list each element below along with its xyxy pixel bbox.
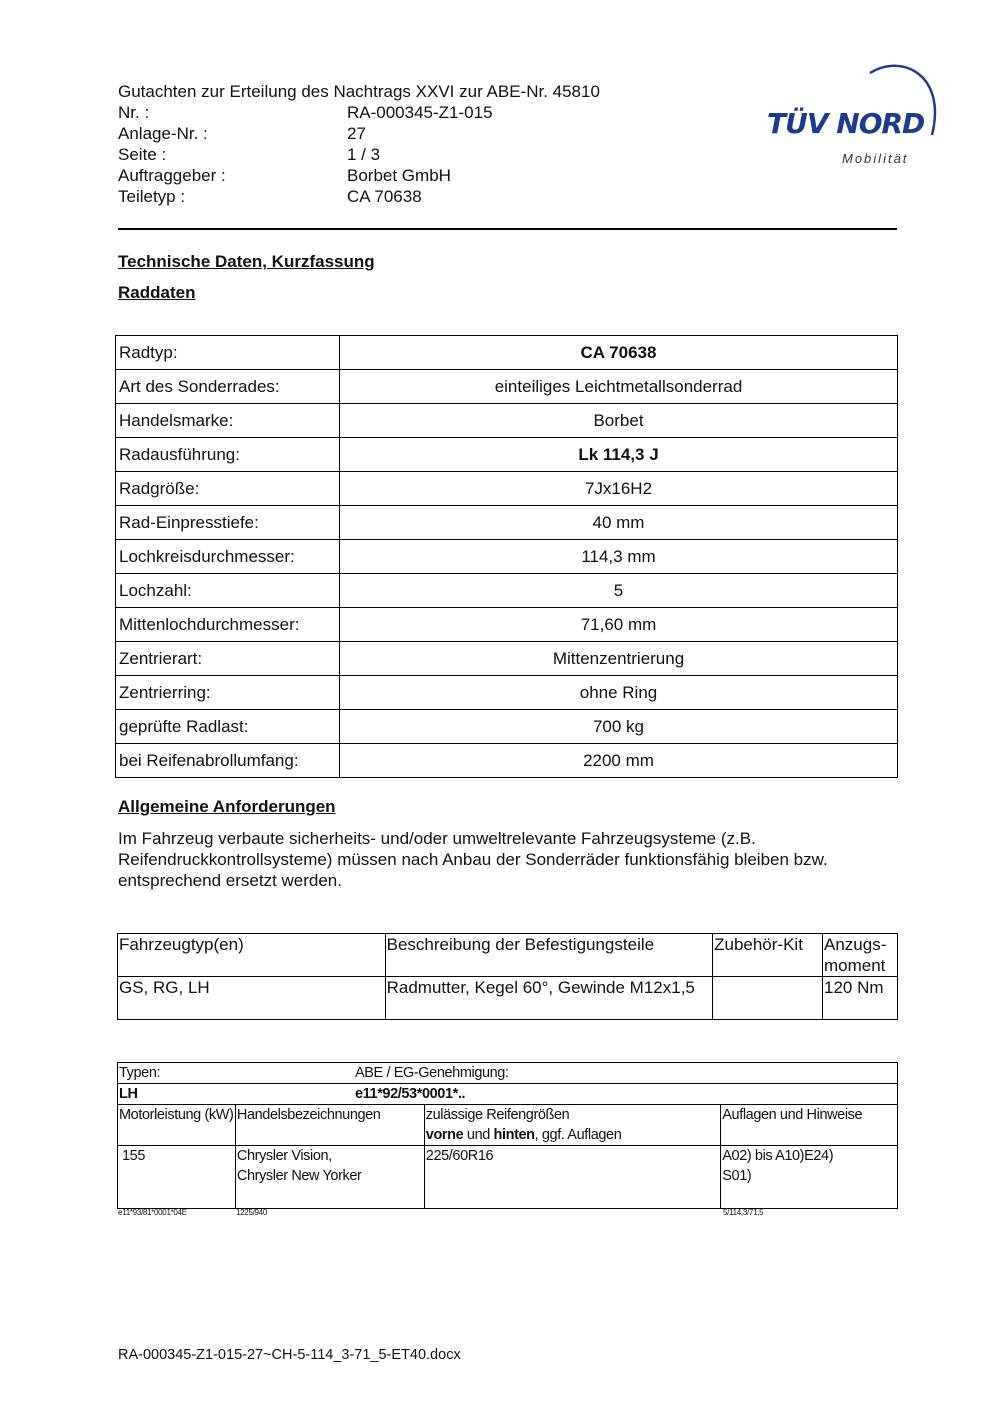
type-row bbox=[118, 1084, 898, 1105]
tyres-header-suffix: , ggf. Auflagen bbox=[534, 1127, 622, 1143]
row-value: Borbet bbox=[340, 404, 898, 438]
row-value: 40 mm bbox=[340, 506, 898, 540]
meta-value: CA 70638 bbox=[347, 187, 422, 206]
meta-row-nr bbox=[118, 102, 600, 123]
meta-value: RA-000345-Z1-015 bbox=[347, 103, 493, 122]
table-row bbox=[118, 1146, 898, 1209]
row-value: CA 70638 bbox=[340, 336, 898, 370]
row-label: Zentrierart: bbox=[116, 642, 340, 676]
table-row bbox=[116, 642, 898, 676]
col-header-kit: Zubehör-Kit bbox=[713, 934, 823, 977]
typen-label: Typen: bbox=[119, 1065, 161, 1081]
row-value: Mittenzentrierung bbox=[340, 642, 898, 676]
row-value: 71,60 mm bbox=[340, 608, 898, 642]
cell-fastening: Radmutter, Kegel 60°, Gewinde M12x1,5 bbox=[385, 977, 712, 1020]
type-cell bbox=[118, 1084, 898, 1105]
table-row bbox=[116, 744, 898, 778]
type-code: LH bbox=[119, 1086, 138, 1102]
meta-label: Teiletyp : bbox=[118, 187, 186, 206]
meta-row-anlage bbox=[118, 123, 600, 144]
note-line: S01) bbox=[722, 1168, 752, 1184]
col-header-power: Motorleistung (kW) bbox=[118, 1105, 236, 1146]
wheel-data-table bbox=[115, 335, 898, 778]
types-header-row bbox=[118, 1063, 898, 1084]
approval-number: e11*92/53*0001*.. bbox=[355, 1086, 466, 1102]
trade-name: Chrysler New Yorker bbox=[236, 1168, 362, 1184]
cell-trade-names bbox=[235, 1146, 424, 1209]
report-title: Gutachten zur Erteilung des Nachtrags XXVI zur ABE-Nr. 45810 bbox=[118, 82, 600, 101]
table-row bbox=[116, 710, 898, 744]
section-heading-raddaten: Raddaten bbox=[118, 283, 196, 302]
table-row bbox=[116, 438, 898, 472]
col-header-torque: Anzugs-moment bbox=[823, 934, 898, 977]
section-heading-allgemein: Allgemeine Anforderungen bbox=[118, 797, 336, 816]
row-value: einteiliges Leichtmetallsonderrad bbox=[340, 370, 898, 404]
types-header-cell bbox=[118, 1063, 898, 1084]
header-divider bbox=[118, 228, 897, 230]
note-line: A02) bis A10)E24) bbox=[722, 1148, 834, 1164]
row-label: Radgröße: bbox=[116, 472, 340, 506]
footer-filename: RA-000345-Z1-015-27~CH-5-114_3-71_5-ET40.docx bbox=[118, 1347, 461, 1363]
row-label: Mittenlochdurchmesser: bbox=[116, 608, 340, 642]
row-value: 5 bbox=[340, 574, 898, 608]
meta-value: 27 bbox=[347, 124, 366, 143]
abe-label: ABE / EG-Genehmigung: bbox=[355, 1065, 509, 1081]
meta-row-auftraggeber bbox=[118, 165, 600, 186]
table-header-row bbox=[118, 934, 898, 977]
table-row bbox=[116, 336, 898, 370]
logo-wordmark: TÜV NORD bbox=[767, 107, 925, 140]
mounting-table bbox=[117, 933, 898, 1020]
row-value: 7Jx16H2 bbox=[340, 472, 898, 506]
tyres-header-und: und bbox=[463, 1127, 494, 1143]
row-value: 700 kg bbox=[340, 710, 898, 744]
types-approval-table bbox=[117, 1062, 898, 1209]
section-heading-tech: Technische Daten, Kurzfassung bbox=[118, 252, 375, 271]
col-header-vehicle-type: Fahrzeugtyp(en) bbox=[118, 934, 386, 977]
row-label: Lochzahl: bbox=[116, 574, 340, 608]
tyres-header-rear: hinten bbox=[493, 1127, 535, 1143]
table-row bbox=[118, 977, 898, 1020]
row-value: 2200 mm bbox=[340, 744, 898, 778]
table-row bbox=[116, 608, 898, 642]
logo-subtitle: Mobilität bbox=[842, 151, 909, 166]
cell-kit bbox=[713, 977, 823, 1020]
row-label: Art des Sonderrades: bbox=[116, 370, 340, 404]
ref-number: 1225/940 bbox=[236, 1208, 267, 1217]
row-label: Radausführung: bbox=[116, 438, 340, 472]
row-label: bei Reifenabrollumfang: bbox=[116, 744, 340, 778]
tuv-nord-logo bbox=[762, 55, 942, 175]
row-value: 114,3 mm bbox=[340, 540, 898, 574]
meta-label: Nr. : bbox=[118, 103, 150, 122]
meta-row-teiletyp bbox=[118, 186, 600, 207]
row-label: geprüfte Radlast: bbox=[116, 710, 340, 744]
col-header-tyres bbox=[424, 1105, 720, 1146]
requirements-paragraph: Im Fahrzeug verbaute sicherheits- und/oder umweltrelevante Fahrzeugsysteme (z.B. Reifendruckkontrollsysteme) müssen nach Anbau der Sonderräder funktionsfähig bleiben bzw. entsprechend ersetzt werden. bbox=[118, 829, 828, 890]
table-row bbox=[116, 506, 898, 540]
ref-bolt-pattern: 5/114,3/71,5 bbox=[723, 1208, 764, 1217]
cell-tyre-size: 225/60R16 bbox=[424, 1146, 720, 1209]
row-value: ohne Ring bbox=[340, 676, 898, 710]
table-row bbox=[116, 676, 898, 710]
trade-name: Chrysler Vision, bbox=[236, 1148, 332, 1164]
document-header bbox=[118, 81, 600, 207]
row-label: Handelsmarke: bbox=[116, 404, 340, 438]
meta-label: Seite : bbox=[118, 145, 167, 164]
row-label: Lochkreisdurchmesser: bbox=[116, 540, 340, 574]
table-row bbox=[116, 370, 898, 404]
col-header-notes: Auflagen und Hinweise bbox=[721, 1105, 898, 1146]
row-value: Lk 114,3 J bbox=[340, 438, 898, 472]
cell-notes bbox=[721, 1146, 898, 1209]
cell-torque: 120 Nm bbox=[823, 977, 898, 1020]
meta-value: 1 / 3 bbox=[347, 145, 381, 164]
ref-approval-code: e11*93/81*0001*04E bbox=[118, 1208, 187, 1217]
table-row bbox=[116, 472, 898, 506]
col-header-fastening: Beschreibung der Befestigungsteile bbox=[385, 934, 712, 977]
row-label: Radtyp: bbox=[116, 336, 340, 370]
cell-vehicle-types: GS, RG, LH bbox=[118, 977, 386, 1020]
meta-value: Borbet GmbH bbox=[347, 166, 451, 185]
types-col-header-row bbox=[118, 1105, 898, 1146]
tyres-header-prefix: zulässige Reifengrößen bbox=[425, 1107, 570, 1123]
cell-power: 155 bbox=[118, 1146, 236, 1209]
meta-row-seite bbox=[118, 144, 600, 165]
col-header-trade-names: Handelsbezeichnungen bbox=[235, 1105, 424, 1146]
row-label: Rad-Einpresstiefe: bbox=[116, 506, 340, 540]
meta-label: Anlage-Nr. : bbox=[118, 124, 208, 143]
table-row bbox=[116, 574, 898, 608]
meta-label: Auftraggeber : bbox=[118, 166, 226, 185]
tyres-header-front: vorne bbox=[425, 1127, 464, 1143]
table-row bbox=[116, 540, 898, 574]
table-row bbox=[116, 404, 898, 438]
row-label: Zentrierring: bbox=[116, 676, 340, 710]
